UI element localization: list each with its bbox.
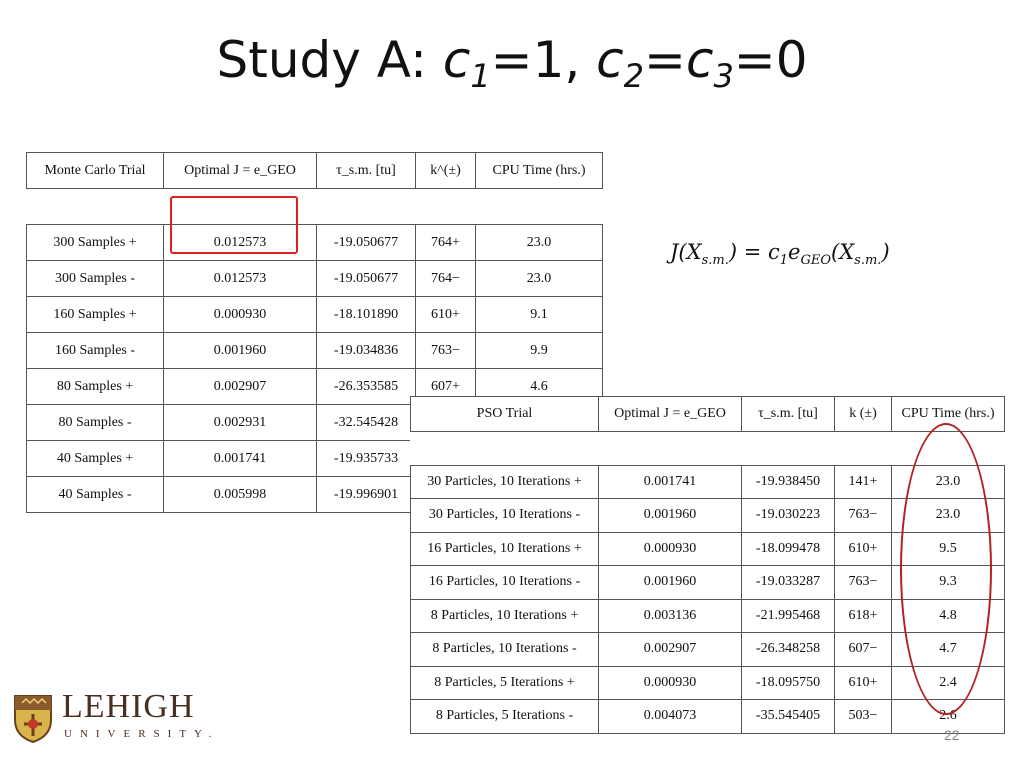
table-cell: 610+ [416, 297, 476, 333]
column-header: Monte Carlo Trial [27, 153, 164, 189]
table-cell: -19.050677 [317, 261, 416, 297]
table-cell: 23.0 [892, 499, 1005, 533]
table-cell: 30 Particles, 10 Iterations + [411, 465, 599, 499]
table-cell: 16 Particles, 10 Iterations - [411, 566, 599, 600]
table-cell: 8 Particles, 10 Iterations + [411, 599, 599, 633]
table-cell: 610+ [835, 532, 892, 566]
title-sub1: 1 [470, 57, 491, 95]
table-cell: -19.034836 [317, 333, 416, 369]
table-cell: -18.095750 [742, 666, 835, 700]
column-header: Optimal J = e_GEO [164, 153, 317, 189]
table-cell: -19.935733 [317, 441, 416, 477]
table-cell: 141+ [835, 465, 892, 499]
table-cell: 0.005998 [164, 477, 317, 513]
table-cell: 8 Particles, 5 Iterations + [411, 666, 599, 700]
table-cell: 764+ [416, 225, 476, 261]
table-cell: -19.030223 [742, 499, 835, 533]
table-cell: 2.6 [892, 700, 1005, 734]
table-cell: 4.8 [892, 599, 1005, 633]
table-cell: 0.000930 [599, 532, 742, 566]
table-cell: -26.353585 [317, 369, 416, 405]
lehigh-logo [12, 688, 232, 748]
table-cell: 618+ [835, 599, 892, 633]
table-cell: 23.0 [892, 465, 1005, 499]
table-cell: 0.001960 [164, 333, 317, 369]
table-cell: 9.5 [892, 532, 1005, 566]
table-cell: 9.9 [476, 333, 603, 369]
page-number: 22 [944, 727, 960, 743]
table-row [27, 297, 603, 333]
table-cell: 23.0 [476, 225, 603, 261]
table-cell: 40 Samples - [27, 477, 164, 513]
table-cell: -26.348258 [742, 633, 835, 667]
title-c2: c [596, 31, 624, 89]
table-cell: -35.545405 [742, 700, 835, 734]
column-header: τ_s.m. [tu] [742, 397, 835, 432]
table-cell: 607+ [416, 369, 476, 405]
table-cell: -19.033287 [742, 566, 835, 600]
title-eq-mid: = [644, 31, 686, 89]
column-header: τ_s.m. [tu] [317, 153, 416, 189]
table-cell: -32.545428 [317, 405, 416, 441]
table-cell: 23.0 [476, 261, 603, 297]
column-header: k (±) [835, 397, 892, 432]
column-header: CPU Time (hrs.) [476, 153, 603, 189]
table-cell: 40 Samples + [27, 441, 164, 477]
table-cell: 0.012573 [164, 225, 317, 261]
shield-icon [12, 690, 54, 744]
table-cell: 16 Particles, 10 Iterations + [411, 532, 599, 566]
title-c1: c [442, 31, 471, 89]
table-cell: 9.1 [476, 297, 603, 333]
table-cell: 0.001741 [599, 465, 742, 499]
logo-subtitle: UNIVERSITY. [64, 728, 220, 740]
table-cell: 80 Samples + [27, 369, 164, 405]
table-cell: -18.101890 [317, 297, 416, 333]
table-row [27, 261, 603, 297]
column-header: k^(±) [416, 153, 476, 189]
table-cell: 160 Samples + [27, 297, 164, 333]
table-cell: 30 Particles, 10 Iterations - [411, 499, 599, 533]
table-cell: 160 Samples - [27, 333, 164, 369]
table-cell: 0.001741 [164, 441, 317, 477]
title-prefix: Study A: [216, 31, 443, 89]
table-cell: 0.001960 [599, 499, 742, 533]
table-cell: 763− [835, 499, 892, 533]
table-cell: 0.002907 [164, 369, 317, 405]
table-cell: -21.995468 [742, 599, 835, 633]
table-header-row [27, 153, 603, 189]
table-header-row [411, 397, 1005, 432]
table-cell: 764− [416, 261, 476, 297]
column-header: CPU Time (hrs.) [892, 397, 1005, 432]
table-cell: 0.000930 [164, 297, 317, 333]
table-cell: -19.938450 [742, 465, 835, 499]
table-cell: 8 Particles, 5 Iterations - [411, 700, 599, 734]
table-cell: 4.7 [892, 633, 1005, 667]
table-cell: -19.050677 [317, 225, 416, 261]
table-cell: 8 Particles, 10 Iterations - [411, 633, 599, 667]
table-cell: -18.099478 [742, 532, 835, 566]
table-cell: 0.004073 [599, 700, 742, 734]
slide-title [0, 28, 1024, 95]
table-cell: 0.002931 [164, 405, 317, 441]
table-cell: 80 Samples - [27, 405, 164, 441]
table-cell: 607− [835, 633, 892, 667]
column-header: Optimal J = e_GEO [599, 397, 742, 432]
table-row [411, 700, 1005, 734]
table-cell: 503− [835, 700, 892, 734]
title-eq1: =1, [490, 31, 597, 89]
title-sub2: 2 [623, 57, 645, 95]
table-row [27, 225, 603, 261]
table-cell: -19.996901 [317, 477, 416, 513]
table-cell: 300 Samples + [27, 225, 164, 261]
table-cell: 4.6 [476, 369, 603, 405]
table-cell: 0.000930 [599, 666, 742, 700]
table-cell: 0.001960 [599, 566, 742, 600]
table-cell: 0.012573 [164, 261, 317, 297]
table-row [27, 333, 603, 369]
table-cell: 9.3 [892, 566, 1005, 600]
highlight-ellipse [900, 423, 992, 715]
table-cell: 300 Samples - [27, 261, 164, 297]
table-cell: 2.4 [892, 666, 1005, 700]
table-cell: 610+ [835, 666, 892, 700]
column-header: PSO Trial [411, 397, 599, 432]
highlight-box [170, 196, 298, 254]
title-sub3: 3 [713, 57, 734, 95]
table-cell: 763− [416, 333, 476, 369]
title-c3: c [685, 31, 714, 89]
title-eq-end: =0 [733, 31, 808, 89]
table-cell: 763− [835, 566, 892, 600]
table-cell: 0.002907 [599, 633, 742, 667]
logo-name: LEHIGH [62, 688, 195, 725]
table-cell: 0.003136 [599, 599, 742, 633]
objective-formula: $J(X_{s.m.}) = c_1e_{GEO}(X_{s.m.})$ [670, 240, 890, 269]
